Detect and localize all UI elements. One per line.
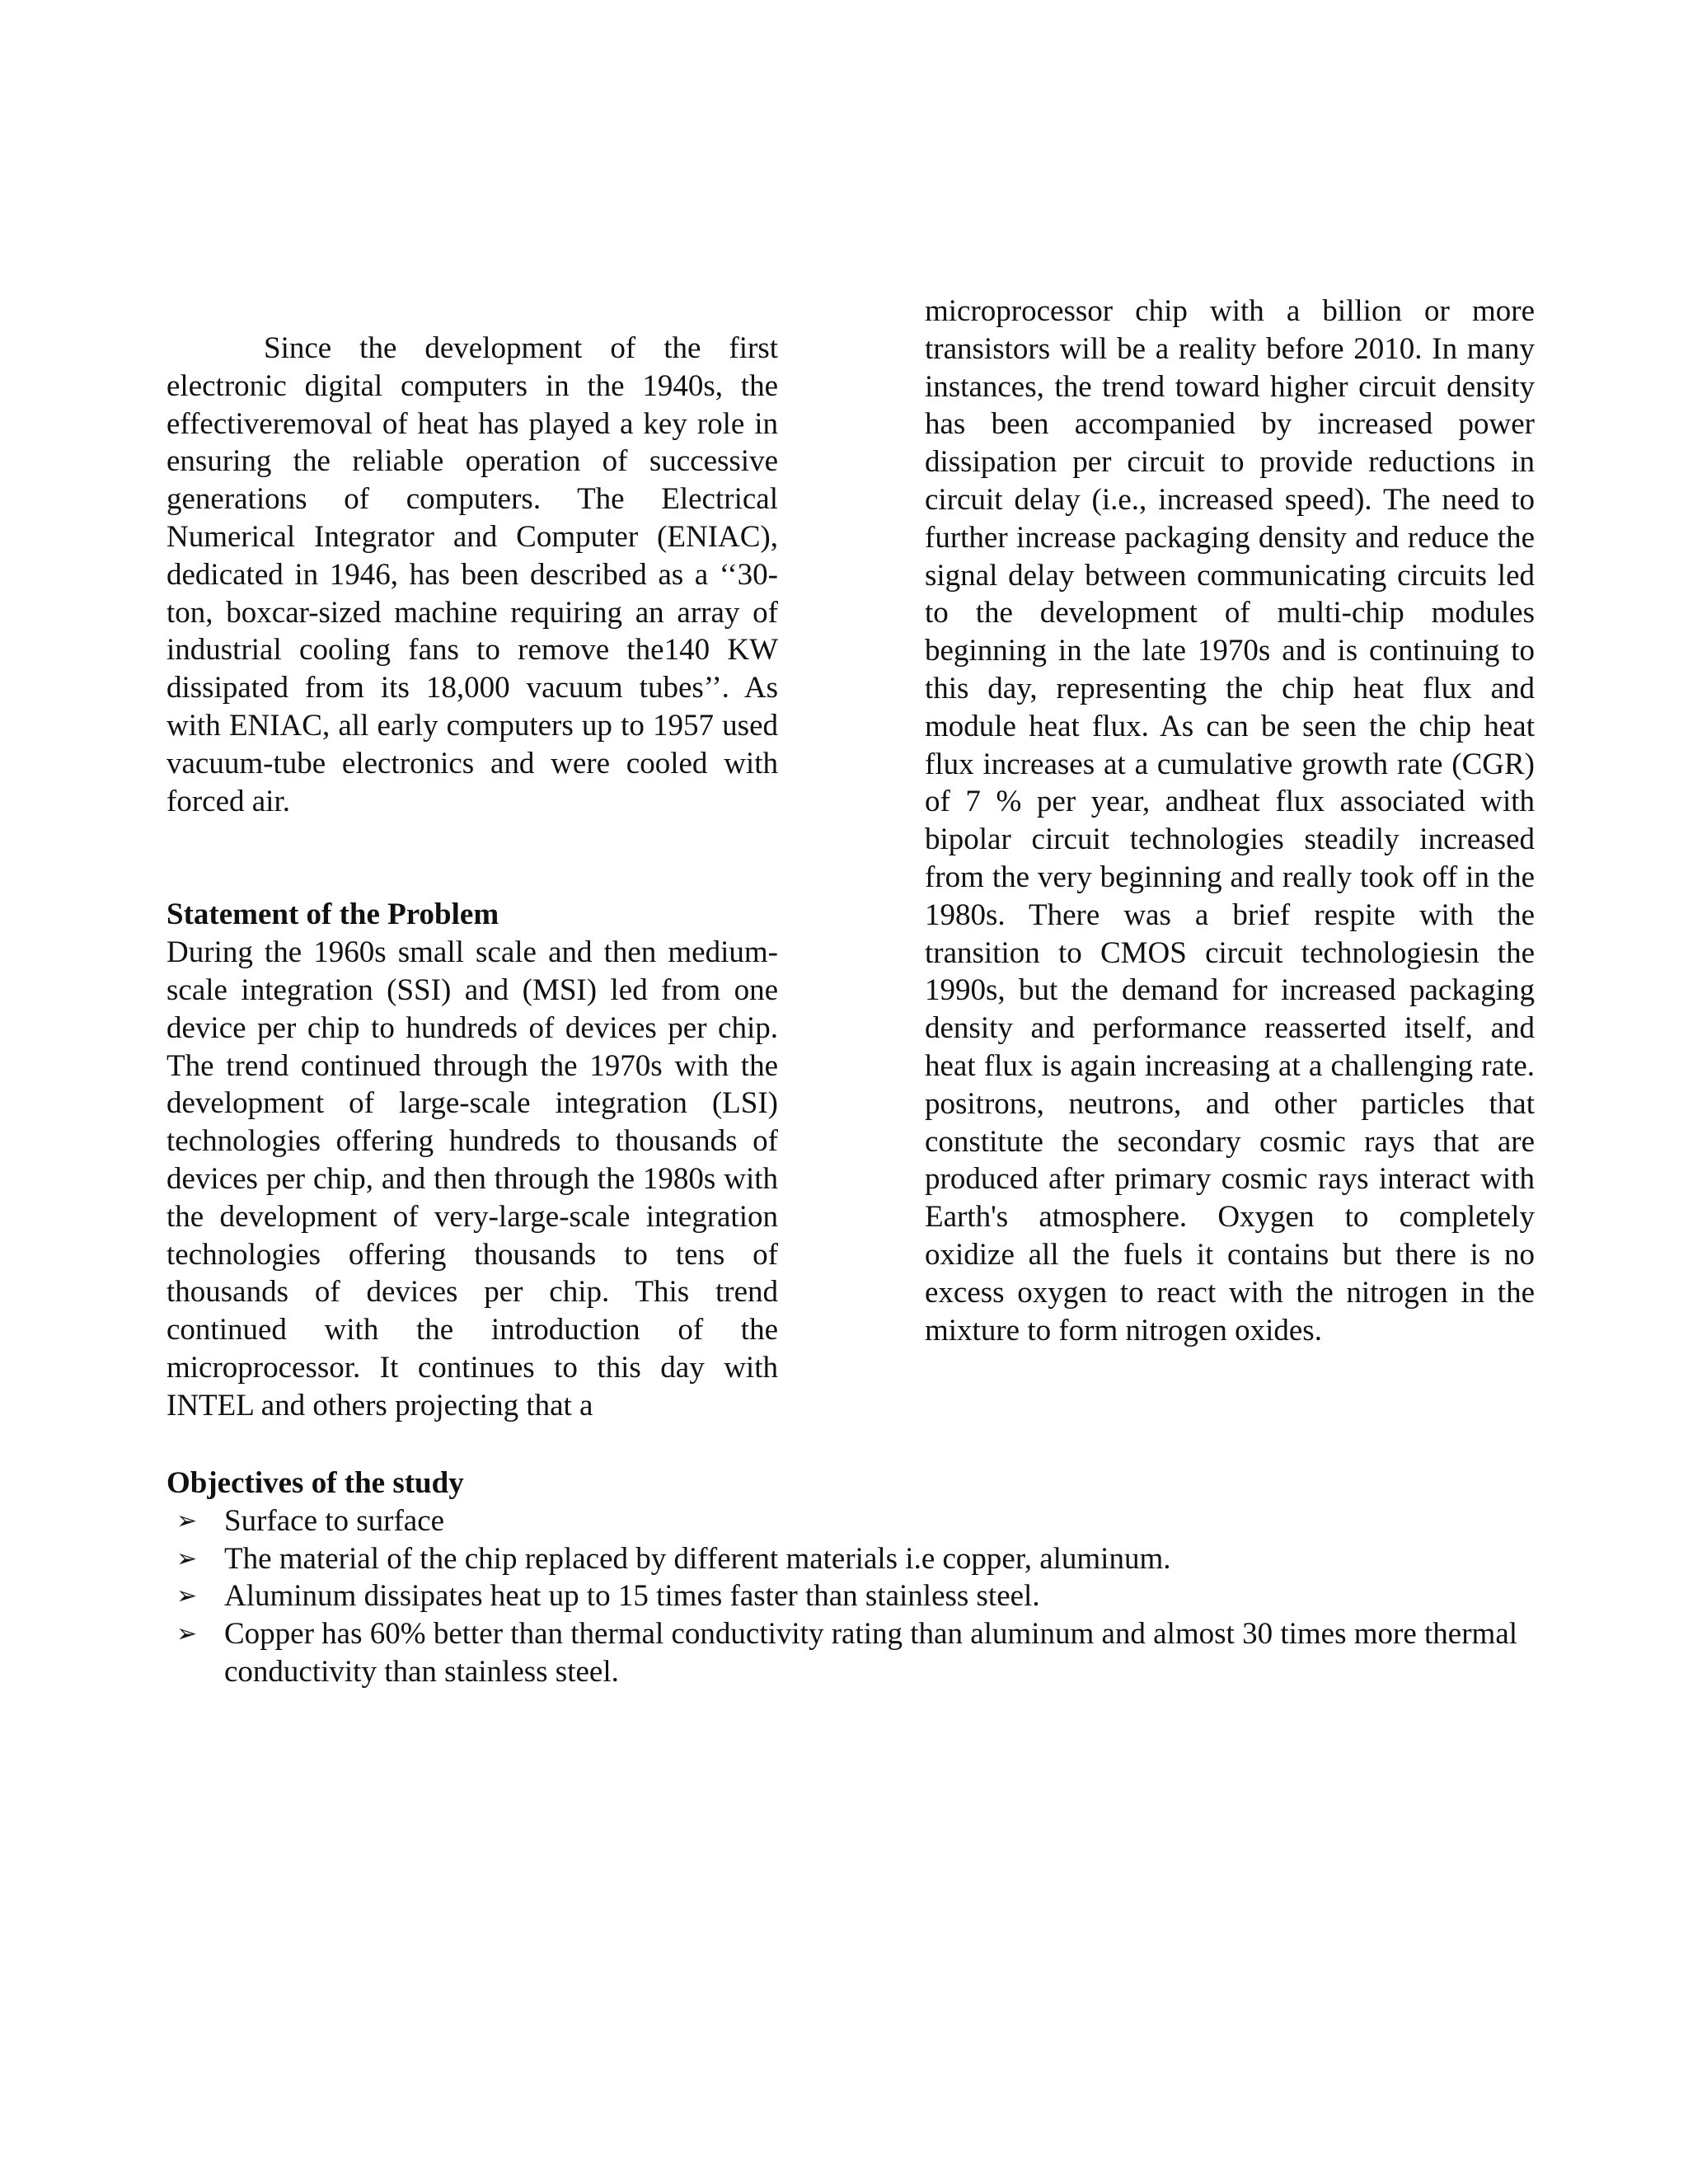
intro-paragraph: Since the development of the first electronic digital computers in the 1940s, the effectiveremoval of heat has played a key role in ensuring the reliable operation of successive generations of computers. The Electrical Numerical Integrator and Computer (ENIAC), dedicated in 1946, has been described as a ‘‘30-ton, boxcar-sized machine requiring an array of industrial cooling fans to remove the140 KW dissipated from its 18,000 vacuum tubes’’. As with ENIAC, all early computers up to 1957 used vacuum-tube electronics and were cooled with forced air. (166, 331, 778, 818)
left-column (166, 330, 778, 1425)
arrow-bullet-icon: ➢ (176, 1619, 198, 1649)
problem-paragraph: During the 1960s small scale and then medium-scale integration (SSI) and (MSI) led from one device per chip to hundreds of devices per chip. The trend continued through the 1970s with the development of large-scale integration (LSI) technologies offering hundreds to thousands of devices per chip, and then through the 1980s with the development of very-large-scale integration technologies offering thousands to tens of thousands of devices per chip. This trend continued with the introduction of the microprocessor. It continues to this day with INTEL and others projecting that a (166, 935, 778, 1422)
right-column (925, 293, 1535, 1349)
objective-text: The material of the chip replaced by different materials i.e copper, aluminum. (224, 1541, 1171, 1576)
list-item (166, 1540, 1551, 1578)
objectives-section (166, 1465, 1551, 1691)
arrow-bullet-icon: ➢ (176, 1582, 198, 1611)
right-paragraph: microprocessor chip with a billion or more transistors will be a reality before 2010. In many instances, the trend toward higher circuit density has been accompanied by increased power dissipation per circuit to provide reductions in circuit delay (i.e., increased speed). The need to further increase packaging density and reduce the signal delay between communicating circuits led to the development of multi-chip modules beginning in the late 1970s and is continuing to this day, representing the chip heat flux and module heat flux. As can be seen the chip heat flux increases at a cumulative growth rate (CGR) of 7 % per year, andheat flux associated with bipolar circuit technologies steadily increased from the very beginning and really took off in the 1980s. There was a brief respite with the transition to CMOS circuit technologiesin the 1990s, but the demand for increased packaging density and performance reasserted itself, and heat flux is again increasing at a challenging rate. positrons, neutrons, and other particles that constitute the secondary cosmic rays that are produced after primary cosmic rays interact with Earth's atmosphere. Oxygen to completely oxidize all the fuels it contains but there is no excess oxygen to react with the nitrogen in the mixture to form nitrogen oxides. (925, 294, 1535, 1347)
objectives-heading: Objectives of the study (166, 1466, 464, 1500)
list-item (166, 1615, 1551, 1691)
objectives-list (166, 1502, 1551, 1691)
problem-heading: Statement of the Problem (166, 898, 499, 932)
objective-text: Surface to surface (224, 1503, 445, 1538)
list-item (166, 1577, 1551, 1615)
objective-text: Aluminum dissipates heat up to 15 times faster than stainless steel. (224, 1579, 1040, 1614)
arrow-bullet-icon: ➢ (176, 1544, 198, 1573)
objective-text: Copper has 60% better than thermal conductivity rating than aluminum and almost 30 times more thermal conductivity than stainless steel. (224, 1617, 1518, 1689)
section-spacer (166, 820, 778, 896)
arrow-bullet-icon: ➢ (176, 1506, 198, 1535)
list-item (166, 1502, 1551, 1540)
